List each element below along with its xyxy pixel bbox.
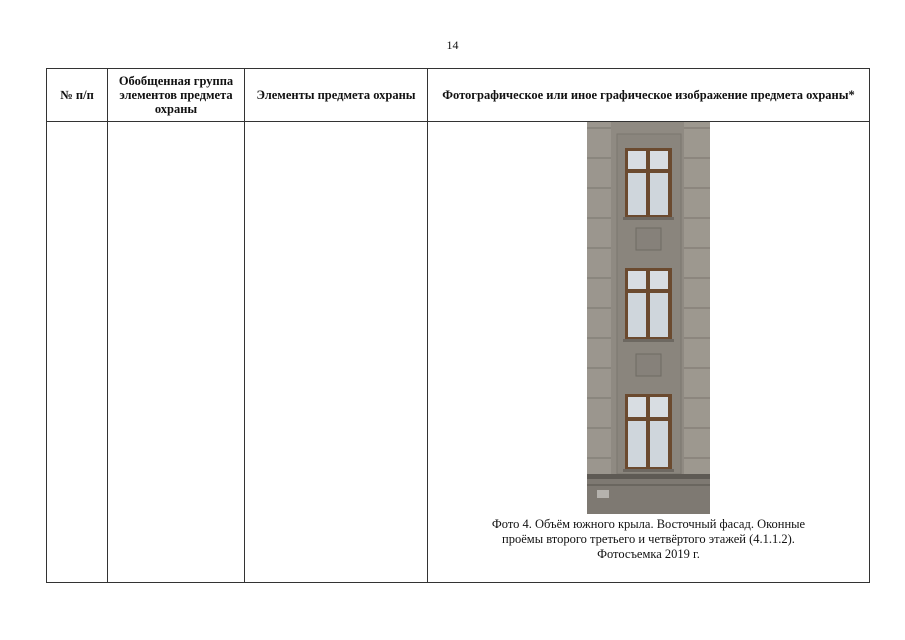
header-num xyxy=(47,69,108,122)
table-header-row xyxy=(47,69,870,122)
table-row xyxy=(47,122,870,583)
header-image xyxy=(428,69,870,122)
cell-photo xyxy=(428,122,870,583)
caption-line-3: Фотосъемка 2019 г. xyxy=(597,547,700,561)
heritage-table xyxy=(46,68,870,583)
header-elements-label: Элементы предмета охраны xyxy=(256,88,416,102)
cell-elements xyxy=(245,122,428,583)
facade-photo xyxy=(587,122,710,514)
caption-line-1: Фото 4. Объём южного крыла. Восточный фасад. Оконные xyxy=(491,517,806,531)
cell-num xyxy=(47,122,108,583)
header-elements xyxy=(245,69,428,122)
caption-line-2: проёмы второго третьего и четвёртого этажей (4.1.1.2). xyxy=(502,532,795,546)
header-group xyxy=(108,69,245,122)
cell-group xyxy=(108,122,245,583)
photo-caption xyxy=(436,517,861,562)
header-group-label: Обобщенная группа элементов предмета охраны xyxy=(118,74,234,116)
page-number: 14 xyxy=(446,38,459,52)
header-num-label: № п/п xyxy=(60,88,94,102)
header-image-label: Фотографическое или иное графическое изображение предмета охраны* xyxy=(442,88,855,102)
